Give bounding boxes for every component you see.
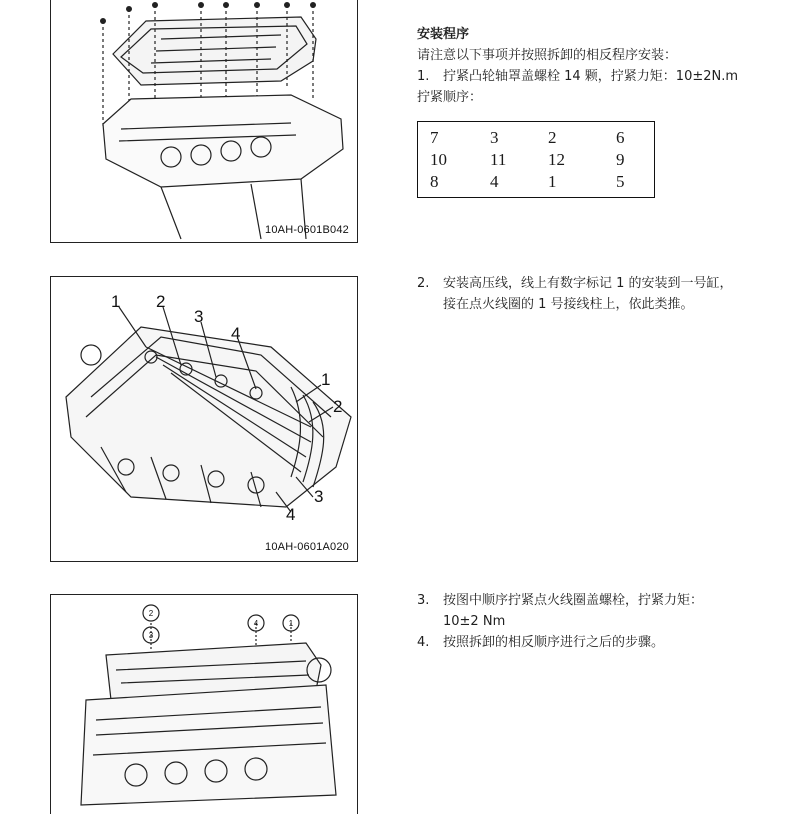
- callout-side-4: 4: [286, 505, 296, 524]
- callout-top-4: 4: [231, 324, 241, 343]
- coil-cover-illustration: [51, 595, 359, 815]
- callout-side-2: 2: [333, 397, 343, 416]
- step-number: 4.: [417, 635, 430, 650]
- order-cell: 6: [616, 128, 625, 147]
- order-cell: 5: [616, 172, 625, 191]
- callout-side-3: 3: [314, 487, 324, 506]
- order-cell: 12: [548, 150, 565, 169]
- step-1: [417, 66, 787, 87]
- install-procedure: [417, 24, 787, 108]
- step-number: 1.: [417, 69, 430, 84]
- order-cell: 9: [616, 150, 625, 169]
- order-cell: 7: [430, 128, 439, 147]
- step-text-line2: 10±2 Nm: [443, 614, 506, 629]
- intro-text: 请注意以下事项并按照拆卸的相反程序安装：: [417, 48, 678, 63]
- engine-head-leads-illustration: [51, 277, 359, 563]
- step-number: 2.: [417, 276, 430, 291]
- order-cell: 2: [548, 128, 557, 147]
- figure-coil-cover: [50, 594, 358, 814]
- callout-top-3: 3: [194, 307, 204, 326]
- step-text: 拧紧凸轮轴罩盖螺栓 14 颗，拧紧力矩：10±2N.m: [443, 69, 739, 84]
- step-text-line1: 安装高压线，线上有数字标记 1 的安装到一号缸，: [443, 276, 733, 291]
- order-cell: 4: [490, 172, 499, 191]
- step-4: [417, 632, 787, 653]
- callout-top-2: 2: [156, 292, 166, 311]
- figure-caption: 10AH-0601A020: [265, 541, 349, 553]
- order-cell: 1: [548, 172, 557, 191]
- order-cell: 11: [490, 150, 507, 169]
- step-3: [417, 590, 787, 611]
- callout-top-1: 1: [111, 292, 121, 311]
- callout-bolt-1: 1: [288, 619, 294, 628]
- order-cell: 3: [490, 128, 499, 147]
- step-text-line2: 接在点火线圈的 1 号接线柱上，依此类推。: [443, 297, 694, 312]
- step-number: 3.: [417, 593, 430, 608]
- step-2: [417, 273, 787, 315]
- figure-ht-leads: [50, 276, 358, 562]
- section-title: 安装程序: [417, 27, 470, 42]
- steps-3-4: [417, 590, 787, 653]
- engine-cover-illustration: [51, 0, 359, 244]
- step-text: 按照拆卸的相反顺序进行之后的步骤。: [443, 635, 665, 650]
- figure-cover-bolts: [50, 0, 358, 243]
- callout-bolt-3: 3: [148, 631, 154, 640]
- step-text-line1: 按图中顺序拧紧点火线圈盖螺栓，拧紧力矩：: [443, 593, 704, 608]
- tightening-order-table: [417, 121, 655, 198]
- order-cell: 8: [430, 172, 439, 191]
- callout-bolt-4: 4: [253, 619, 259, 628]
- callout-bolt-2: 2: [148, 609, 154, 618]
- figure-caption: 10AH-0601B042: [265, 224, 349, 236]
- order-label: 拧紧顺序：: [417, 90, 483, 105]
- order-cell: 10: [430, 150, 447, 169]
- callout-side-1: 1: [321, 370, 331, 389]
